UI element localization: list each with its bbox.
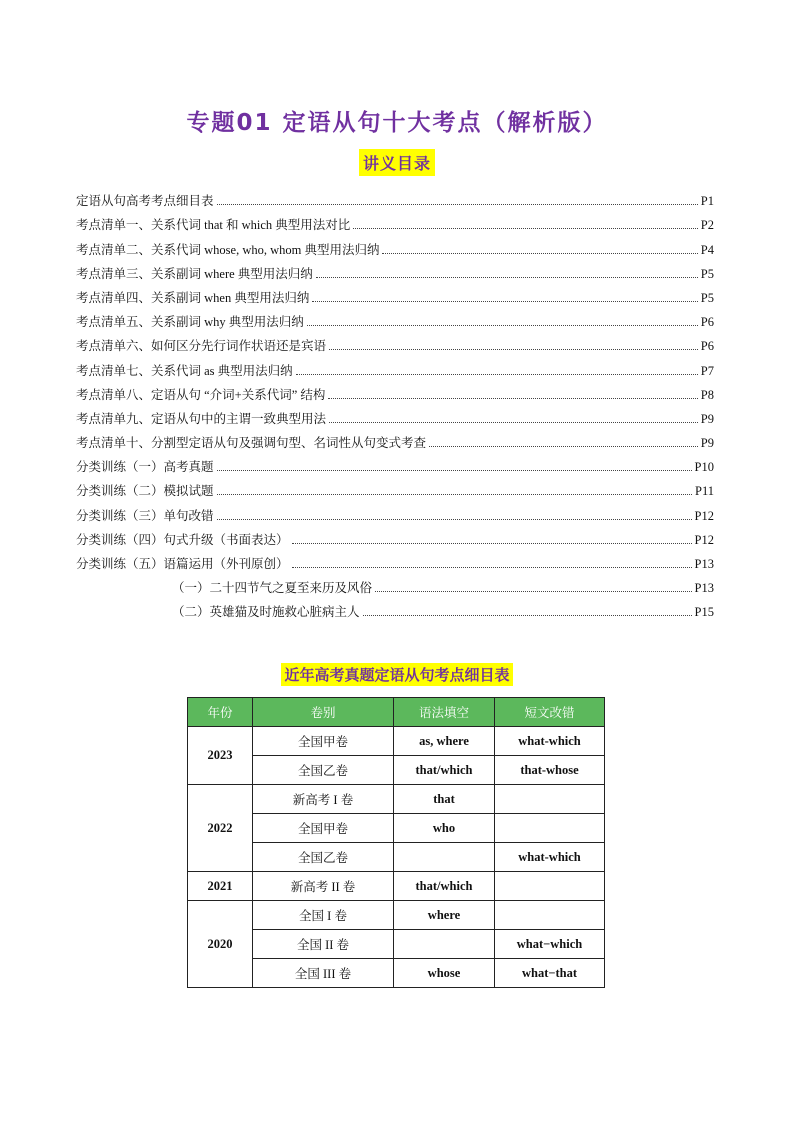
paper-cell: 新高考 I 卷 [253,785,394,814]
toc-entry-page: P8 [700,387,714,402]
table-of-contents [76,185,714,620]
toc-dot-leader [316,276,698,278]
paper-cell: 全国乙卷 [253,756,394,785]
toc-entry-page: P9 [700,436,714,451]
toc-entry-title: 考点清单六、如何区分先行词作状语还是宾语 [76,339,327,354]
grammar-cell: that/which [394,756,495,785]
toc-entry[interactable] [76,258,714,282]
grammar-cell [394,843,495,872]
document-title: 专题01 定语从句十大考点（解析版） [186,110,608,136]
paper-cell: 新高考 II 卷 [253,872,394,901]
year-cell: 2020 [188,901,253,988]
correction-cell [495,901,605,930]
toc-entry-title: 考点清单四、关系副词 when 典型用法归纳 [76,290,310,305]
toc-entry-page: P13 [694,557,714,571]
paper-cell: 全国 III 卷 [253,959,394,988]
grammar-cell: that [394,785,495,814]
year-cell: 2023 [188,727,253,785]
toc-heading-container [0,149,794,176]
year-cell: 2022 [188,785,253,872]
correction-cell [495,814,605,843]
table-heading: 近年高考真题定语从句考点细目表 [281,663,512,686]
toc-entry-page: P5 [700,266,714,281]
toc-dot-leader [292,542,692,544]
toc-entry-page: P10 [694,460,714,475]
toc-entry[interactable] [76,596,714,620]
toc-entry-title: 考点清单五、关系副词 why 典型用法归纳 [76,315,304,330]
header-year: 年份 [188,698,253,727]
toc-entry-page: P4 [700,242,714,257]
toc-entry[interactable] [76,499,714,523]
correction-cell: what-which [495,727,605,756]
toc-entry-title: 考点清单九、定语从句中的主谓一致典型用法 [76,411,327,426]
toc-entry-page: P12 [694,508,714,523]
toc-entry[interactable] [76,427,714,451]
toc-entry-page: P7 [700,363,714,378]
toc-entry-title: 定语从句高考考点细目表 [76,194,214,209]
toc-entry[interactable] [76,306,714,330]
toc-dot-leader [382,252,697,254]
toc-entry[interactable] [76,572,714,596]
toc-entry[interactable] [76,354,714,378]
toc-entry-title: 分类训练（二）模拟试题 [76,484,214,499]
correction-cell: what−that [495,959,605,988]
table-row [188,785,605,814]
toc-entry-title: 考点清单十、分割型定语从句及强调句型、名词性从句变式考查 [76,436,427,451]
table-heading-container [0,663,794,686]
paper-cell: 全国甲卷 [253,727,394,756]
toc-entry[interactable] [76,209,714,233]
toc-dot-leader [217,203,698,205]
toc-dot-leader [312,300,697,302]
correction-cell: what−which [495,930,605,959]
toc-entry-title: 分类训练（四）句式升级（书面表达） [76,532,289,547]
toc-entry-title: （二）英雄猫及时施救心脏病主人 [172,605,360,620]
toc-entry-page: P13 [694,581,714,596]
toc-entry-page: P2 [700,218,714,233]
toc-dot-leader [375,590,692,592]
toc-entry-title: 考点清单三、关系副词 where 典型用法归纳 [76,266,313,281]
correction-cell [495,785,605,814]
header-error-correction: 短文改错 [495,698,605,727]
header-grammar-fill: 语法填空 [394,698,495,727]
year-cell: 2021 [188,872,253,901]
toc-entry[interactable] [76,185,714,209]
paper-cell: 全国甲卷 [253,814,394,843]
toc-entry-page: P6 [700,339,714,354]
toc-entry-title: （一）二十四节气之夏至来历及风俗 [172,581,373,596]
toc-entry[interactable] [76,548,714,572]
toc-entry-title: 分类训练（五）语篇运用（外刊原创） [76,557,289,571]
toc-entry-page: P15 [694,605,714,620]
grammar-cell [394,930,495,959]
toc-dot-leader [296,373,698,375]
grammar-cell: whose [394,959,495,988]
paper-cell: 全国乙卷 [253,843,394,872]
correction-cell: what-which [495,843,605,872]
table-header-row [188,698,605,727]
toc-entry[interactable] [76,379,714,403]
toc-dot-leader [328,397,697,399]
toc-entry-page: P1 [700,194,714,209]
toc-entry-page: P11 [695,484,714,499]
toc-entry-title: 考点清单七、关系代词 as 典型用法归纳 [76,363,293,378]
exam-points-table [187,697,605,988]
paper-cell: 全国 II 卷 [253,930,394,959]
table-row [188,727,605,756]
toc-entry-page: P9 [700,411,714,426]
toc-entry[interactable] [76,330,714,354]
toc-entry-title: 分类训练（一）高考真题 [76,460,214,475]
toc-dot-leader [217,518,692,520]
toc-entry-page: P12 [694,532,714,547]
grammar-cell: as, where [394,727,495,756]
toc-entry[interactable] [76,475,714,499]
toc-entry[interactable] [76,524,714,548]
toc-dot-leader [329,348,698,350]
toc-entry[interactable] [76,451,714,475]
toc-dot-leader [353,227,698,229]
toc-dot-leader [429,445,698,447]
toc-heading: 讲义目录 [359,149,435,176]
toc-entry-title: 考点清单八、定语从句 “介词+关系代词” 结构 [76,387,326,402]
toc-dot-leader [217,469,692,471]
table-row [188,901,605,930]
toc-entry-page: P5 [700,290,714,305]
grammar-cell: where [394,901,495,930]
toc-dot-leader [329,421,698,423]
toc-entry[interactable] [76,233,714,257]
correction-cell: that-whose [495,756,605,785]
table-row [188,872,605,901]
toc-entry-title: 考点清单一、关系代词 that 和 which 典型用法对比 [76,218,351,233]
toc-entry-title: 分类训练（三）单句改错 [76,508,214,523]
correction-cell [495,872,605,901]
toc-entry-page: P6 [700,315,714,330]
toc-dot-leader [292,566,692,568]
toc-entry[interactable] [76,403,714,427]
grammar-cell: that/which [394,872,495,901]
paper-cell: 全国 I 卷 [253,901,394,930]
toc-dot-leader [217,493,692,495]
toc-dot-leader [363,614,692,616]
toc-dot-leader [307,324,698,326]
toc-entry[interactable] [76,282,714,306]
toc-entry-title: 考点清单二、关系代词 whose, who, whom 典型用法归纳 [76,242,380,257]
header-paper: 卷别 [253,698,394,727]
grammar-cell: who [394,814,495,843]
